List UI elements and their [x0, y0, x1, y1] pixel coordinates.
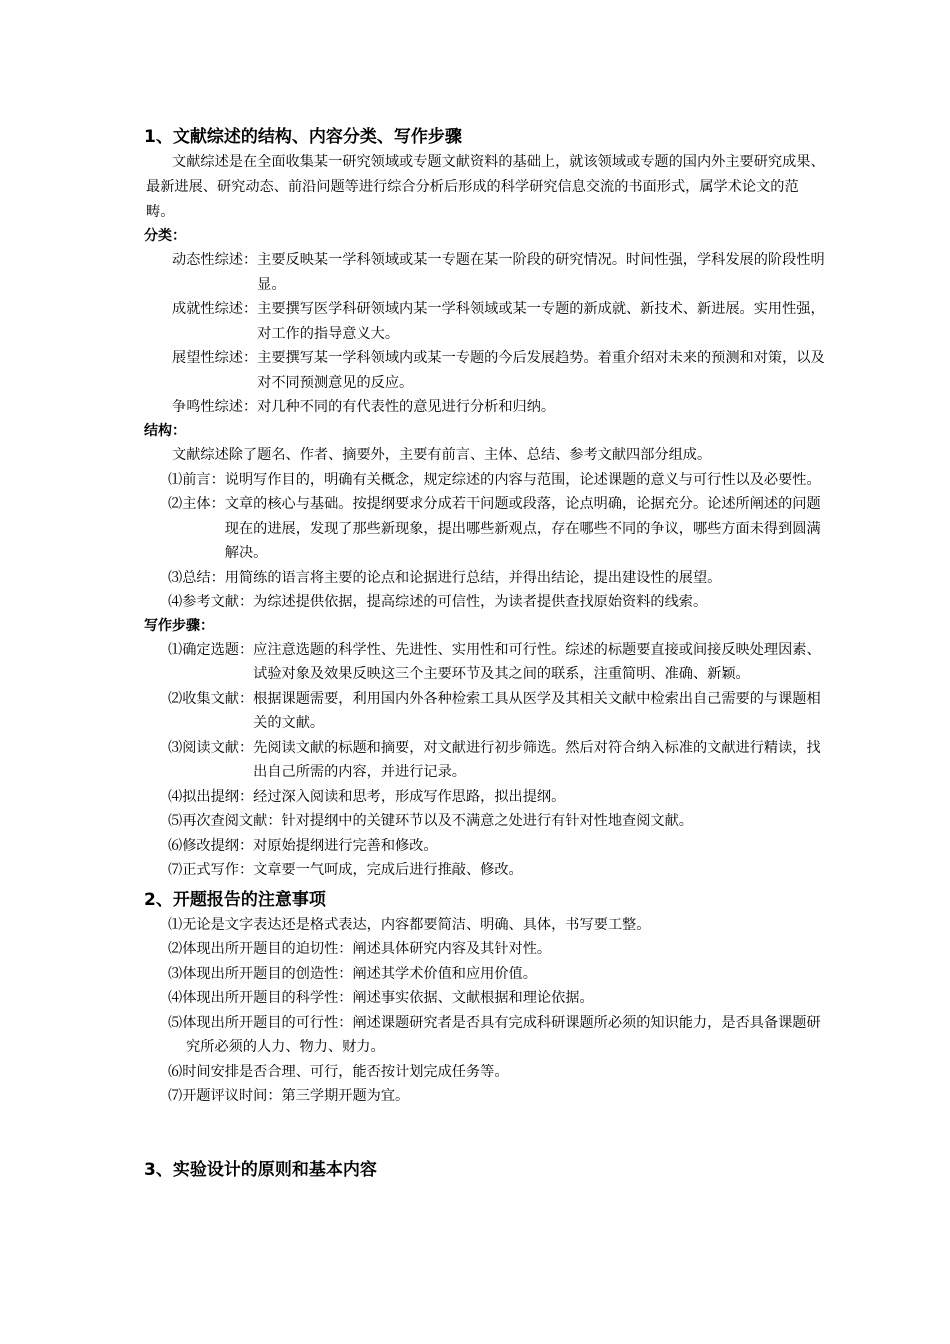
notice-item: ⑵体现出所开题目的迫切性：阐述具体研究内容及其针对性。: [168, 941, 552, 957]
step-label: ⑴确定选题：: [168, 641, 254, 658]
step-label: ⑵收集文献：: [168, 690, 254, 707]
structure-heading: 结构：: [144, 422, 186, 439]
category-label: 争鸣性综述：: [172, 399, 258, 415]
step-label: ⑺正式写作：: [168, 862, 254, 878]
section1-title: 1、文献综述的结构、内容分类、写作步骤: [144, 127, 462, 147]
section2-title: 2、开题报告的注意事项: [144, 889, 326, 910]
step-text: 应注意选题的科学性、先进性、实用性和可行性。综述的标题要直接或间接反映处理因素、试验对象及效果反映这三个主要环节及其之间的联系，注重简明、准确、新颖。: [253, 641, 821, 682]
step-label: ⑷拟出提纲：: [168, 788, 254, 805]
category-text: 主要撰写医学科研领域内某一学科领域或某一专题的新成就、新技术、新进展。实用性强，对工作的指导意义大。: [257, 301, 825, 342]
category-item: [146, 395, 826, 420]
notice-item: ⑶体现出所开题目的创造性：阐述其学术价值和应用价值。: [168, 965, 537, 982]
structure-item: [146, 492, 826, 566]
notice-item: ⑴无论是文字表达还是格式表达，内容都要简洁、明确、具体，书写要工整。: [168, 916, 651, 933]
category-text: 对几种不同的有代表性的意见进行分析和归纳。: [257, 399, 556, 415]
document-page: [146, 120, 826, 1183]
step-text: 先阅读文献的标题和摘要，对文献进行初步筛选。然后对符合纳入标准的文献进行精读，找出自己所需的内容，并进行记录。: [253, 739, 821, 780]
step-text: 对原始提纲进行完善和修改。: [253, 837, 438, 854]
categories-heading: 分类：: [144, 228, 186, 244]
structure-text: 为综述提供依据，提高综述的可信性，为读者提供查找原始资料的线索。: [253, 594, 708, 610]
structure-text: 文章的核心与基础。按提纲要求分成若干问题或段落，论点明确，论据充分。论述所阐述的问题现在的进展，发现了那些新现象，提出哪些新观点，存在哪些不同的争议，哪些方面未得到圆满解决。: [224, 496, 821, 561]
notice-item: ⑹时间安排是否合理、可行，能否按计划完成任务等。: [168, 1063, 509, 1080]
steps-heading: 写作步骤：: [144, 617, 214, 634]
structure-item: [146, 468, 826, 493]
step-label: ⑹修改提纲：: [168, 837, 254, 854]
structure-text: 说明写作目的，明确有关概念，规定综述的内容与范围，论述课题的意义与可行性以及必要性。: [224, 471, 821, 488]
step-item: [146, 834, 826, 859]
step-item: [146, 785, 826, 810]
structure-label: ⑷参考文献：: [168, 594, 254, 610]
structure-label: ⑶总结：: [168, 569, 225, 586]
category-item: [146, 346, 826, 395]
category-text: 主要反映某一学科领域或某一专题在某一阶段的研究情况。时间性强，学科发展的阶段性明显。: [257, 252, 825, 293]
section1-intro: 文献综述是在全面收集某一研究领域或专题文献资料的基础上，就该领域或专题的国内外主要研究成果、最新进展、研究动态、前沿问题等进行综合分析后形成的科学研究信息交流的书面形式，属学术论文的范畴。: [146, 154, 825, 220]
step-text: 文章要一气呵成，完成后进行推敲、修改。: [253, 862, 523, 878]
step-item: [146, 809, 826, 834]
step-label: ⑸再次查阅文献：: [168, 813, 282, 829]
structure-item: [146, 566, 826, 591]
structure-item: [146, 590, 826, 615]
structure-label: ⑴前言：: [168, 471, 225, 488]
step-text: 根据课题需要，利用国内外各种检索工具从医学及其相关文献中检索出自己需要的与课题相关的文献。: [253, 690, 821, 731]
category-text: 主要撰写某一学科领域内或某一专题的今后发展趋势。着重介绍对未来的预测和对策，以及对不同预测意见的反应。: [257, 350, 825, 391]
structure-label: ⑵主体：: [168, 496, 225, 512]
step-item: [146, 638, 826, 687]
category-label: 动态性综述：: [172, 252, 258, 268]
step-text: 经过深入阅读和思考，形成写作思路，拟出提纲。: [253, 788, 566, 805]
notice-item: ⑷体现出所开题目的科学性：阐述事实依据、文献根据和理论依据。: [168, 990, 594, 1006]
category-label: 展望性综述：: [172, 350, 258, 366]
step-item: [146, 736, 826, 785]
step-text: 针对提纲中的关键环节以及不满意之处进行有针对性地查阅文献。: [281, 813, 693, 829]
notice-item: ⑸体现出所开题目的可行性：阐述课题研究者是否具有完成科研课题所必须的知识能力，是否具备课题研究所必须的人力、物力、财力。: [168, 1014, 821, 1055]
step-label: ⑶阅读文献：: [168, 739, 254, 756]
notice-item: ⑺开题评议时间：第三学期开题为宜。: [168, 1088, 410, 1104]
category-label: 成就性综述：: [172, 301, 258, 317]
structure-text: 用简练的语言将主要的论点和论据进行总结，并得出结论，提出建设性的展望。: [224, 569, 722, 586]
category-item: [146, 248, 826, 297]
section3-title: 3、实验设计的原则和基本内容: [144, 1159, 377, 1180]
step-item: [146, 858, 826, 883]
category-item: [146, 297, 826, 346]
structure-intro: 文献综述除了题名、作者、摘要外，主要有前言、主体、总结、参考文献四部分组成。: [172, 446, 712, 463]
step-item: [146, 687, 826, 736]
